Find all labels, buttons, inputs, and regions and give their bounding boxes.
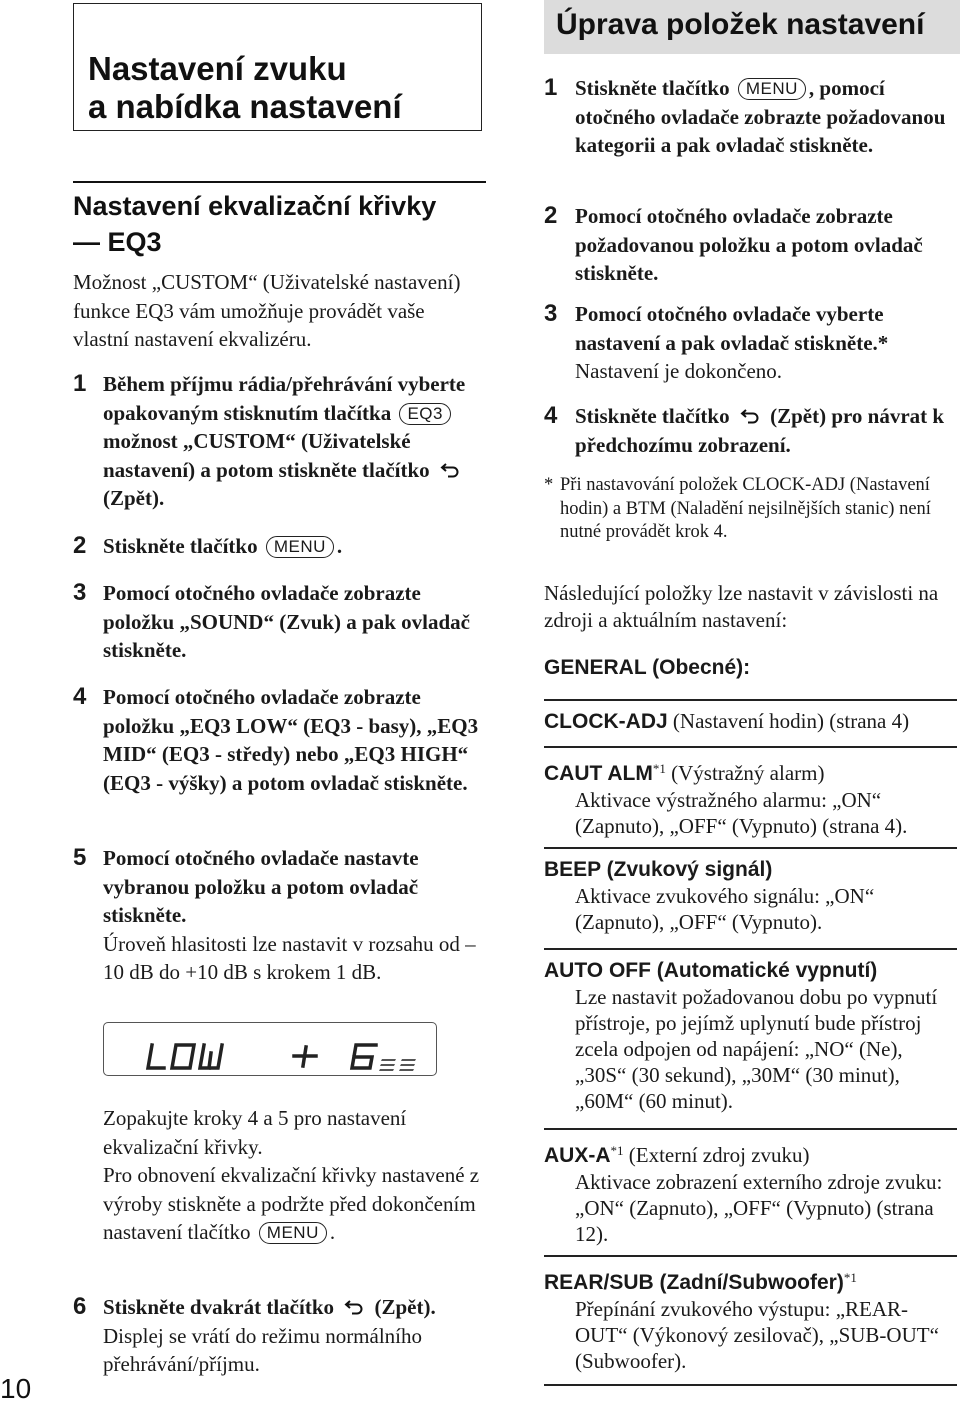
- section-title-line2: a nabídka nastavení: [88, 88, 402, 125]
- back-arrow-icon: [439, 462, 461, 478]
- step-text: Pomocí otočného ovladače zobrazte položku „EQ3 LOW“ (EQ3 - basy), „EQ3 MID“ (EQ3 - středy) nebo „EQ3 HIGH“ (EQ3 - výšky) a potom ovladač stiskněte.: [103, 685, 479, 795]
- step-number: 1: [544, 74, 558, 101]
- step-note: Úroveň hlasitosti lze nastavit v rozsahu od –10 dB do +10 dB s krokem 1 dB.: [103, 931, 476, 984]
- step-4: [73, 683, 493, 797]
- step-text: možnost „CUSTOM“ (Uživatelské nastavení) a potom stiskněte tlačítko: [103, 429, 430, 482]
- right-step-4: [544, 402, 956, 459]
- step-6: [73, 1293, 493, 1379]
- step-text: Stiskněte dvakrát tlačítko: [103, 1295, 334, 1319]
- after-display-notes: [103, 1104, 483, 1247]
- step-note: Displej se vrátí do režimu normálního přehrávání/příjmu.: [103, 1323, 423, 1376]
- step-number: 5: [73, 844, 87, 871]
- step-text: Pomocí otočného ovladače nastavte vybranou položku a potom ovladač stiskněte.: [103, 846, 419, 927]
- heading-rule: [73, 181, 486, 183]
- step-text: (Zpět).: [103, 486, 165, 510]
- step-number: 4: [544, 402, 558, 429]
- setting-name: REAR/SUB (Zadní/Subwoofer): [544, 1271, 844, 1294]
- menu-key-label: MENU: [266, 536, 334, 558]
- eq-heading-line1: Nastavení ekvalizační křivky: [73, 191, 437, 221]
- step-text: Stiskněte tlačítko: [575, 404, 730, 428]
- repeat-note: Zopakujte kroky 4 a 5 pro nastavení ekvalizační křivky.: [103, 1106, 407, 1159]
- general-category-heading: GENERAL (Obecné):: [544, 656, 751, 679]
- section-title-line1: Nastavení zvuku: [88, 50, 347, 87]
- step-text: Stiskněte tlačítko: [103, 534, 258, 558]
- step-number: 3: [544, 300, 558, 327]
- setting-aux-a: [544, 1128, 957, 1247]
- setting-auto-off: [544, 948, 957, 1114]
- menu-key-label: MENU: [259, 1222, 327, 1244]
- footnote: [544, 474, 944, 545]
- menu-key-label: MENU: [738, 78, 806, 100]
- step-text: Stiskněte tlačítko: [575, 76, 730, 100]
- bottom-divider: [544, 1384, 957, 1386]
- divider: [544, 1255, 957, 1257]
- setting-footnote-ref: *1: [652, 761, 666, 776]
- reset-text-end: .: [329, 1220, 336, 1244]
- footnote-mark: *: [544, 475, 554, 495]
- settings-banner-title: Úprava položek nastavení: [556, 8, 925, 41]
- setting-beep: [544, 847, 957, 935]
- back-arrow-icon: [739, 408, 761, 424]
- setting-desc: Aktivace zobrazení externího zdroje zvuku: „ON“ (Zapnuto), „OFF“ (Vypnuto) (strana 12).: [575, 1170, 943, 1246]
- step-5: [73, 844, 493, 987]
- setting-footnote-ref: *1: [610, 1143, 624, 1158]
- step-note: Nastavení je dokončeno.: [575, 359, 783, 383]
- lcd-display: [103, 1022, 437, 1076]
- setting-rear-sub: [544, 1255, 957, 1374]
- setting-desc: Přepínání zvukového výstupu: „REAR-OUT“ (Výkonový zesilovač), „SUB-OUT“ (Subwoofer).: [575, 1297, 939, 1373]
- eq-intro: Možnost „CUSTOM“ (Uživatelské nastavení) funkce EQ3 vám umožňuje provádět vaše vlastní nastavení ekvalizéru.: [73, 270, 461, 351]
- reset-text: Pro obnovení ekvalizační křivky nastavené z výroby stiskněte a podržte před dokončením nastavení tlačítko: [103, 1163, 480, 1244]
- back-arrow-icon: [343, 1299, 365, 1315]
- step-2: [73, 532, 493, 561]
- step-text: Během příjmu rádia/přehrávání vyberte opakovaným stisknutím tlačítka: [103, 372, 466, 425]
- step-number: 6: [73, 1293, 87, 1320]
- step-text: Pomocí otočného ovladače zobrazte položku „SOUND“ (Zvuk) a pak ovladač stiskněte.: [103, 581, 470, 662]
- section-title: [88, 50, 402, 126]
- step-text: , pomocí otočného ovladače zobrazte požadovanou kategorii a pak ovladač stiskněte.: [575, 76, 946, 157]
- step-3: [73, 579, 493, 665]
- right-step-2: [544, 202, 956, 288]
- right-step-3: [544, 300, 956, 386]
- settings-banner: [544, 0, 960, 54]
- setting-suffix: (Nastavení hodin) (strana 4): [667, 709, 910, 733]
- step-number: 4: [73, 683, 87, 710]
- setting-suffix: (Externí zdroj zvuku): [623, 1143, 810, 1167]
- step-number: 1: [73, 370, 87, 397]
- setting-clock-adj: [544, 699, 957, 735]
- setting-footnote-ref: *1: [843, 1270, 857, 1285]
- step-1: [73, 370, 493, 513]
- footnote-text: Při nastavování položek CLOCK-ADJ (Nastavení hodin) a BTM (Naladění nejsilnějších stanic) není nutné provádět krok 4.: [560, 475, 931, 542]
- step-number: 3: [73, 579, 87, 606]
- following-intro: Následující položky lze nastavit v závislosti na zdroji a aktuálním nastavení:: [544, 581, 939, 632]
- step-text: Pomocí otočného ovladače vyberte nastavení a pak ovladač stiskněte.*: [575, 302, 889, 355]
- divider: [544, 1128, 957, 1130]
- eq-heading-line2: — EQ3: [73, 227, 162, 257]
- page-number: 10: [0, 1373, 32, 1404]
- reset-note: [103, 1161, 483, 1247]
- divider: [544, 746, 957, 748]
- setting-name: CAUT ALM: [544, 762, 653, 785]
- setting-name: AUX-A: [544, 1144, 611, 1167]
- setting-desc: Aktivace výstražného alarmu: „ON“ (Zapnuto), „OFF“ (Vypnuto) (strana 4).: [575, 788, 908, 838]
- right-step-1: [544, 74, 956, 160]
- setting-name: AUTO OFF (Automatické vypnutí): [544, 959, 878, 982]
- step-number: 2: [73, 532, 87, 559]
- step-text: (Zpět).: [374, 1295, 436, 1319]
- setting-suffix: (Výstražný alarm): [665, 761, 825, 785]
- setting-name: BEEP (Zvukový signál): [544, 858, 773, 881]
- section-title-box: [73, 3, 482, 131]
- step-text: .: [336, 534, 343, 558]
- divider: [544, 699, 957, 701]
- divider: [544, 847, 957, 849]
- step-text: Pomocí otočného ovladače zobrazte požadovanou položku a potom ovladač stiskněte.: [575, 204, 923, 285]
- eq3-key-label: EQ3: [399, 403, 451, 425]
- eq-heading: [73, 188, 493, 260]
- setting-caut-alm: [544, 746, 957, 839]
- setting-desc: Lze nastavit požadovanou dobu po vypnutí přístroje, po jejímž uplynutí bude přístroj zcela odpojen od napájení: „NO“ (Ne), „30S“ (30 sekund), „30M“ (30 minut), „60M“ (60 minut).: [575, 985, 938, 1113]
- step-text: (Zpět) pro návrat k předchozímu zobrazení.: [575, 404, 945, 457]
- step-number: 2: [544, 202, 558, 229]
- lcd-segments: [104, 1023, 438, 1077]
- setting-desc: Aktivace zvukového signálu: „ON“ (Zapnuto), „OFF“ (Vypnuto).: [575, 884, 875, 934]
- setting-name: CLOCK-ADJ: [544, 710, 668, 733]
- divider: [544, 948, 957, 950]
